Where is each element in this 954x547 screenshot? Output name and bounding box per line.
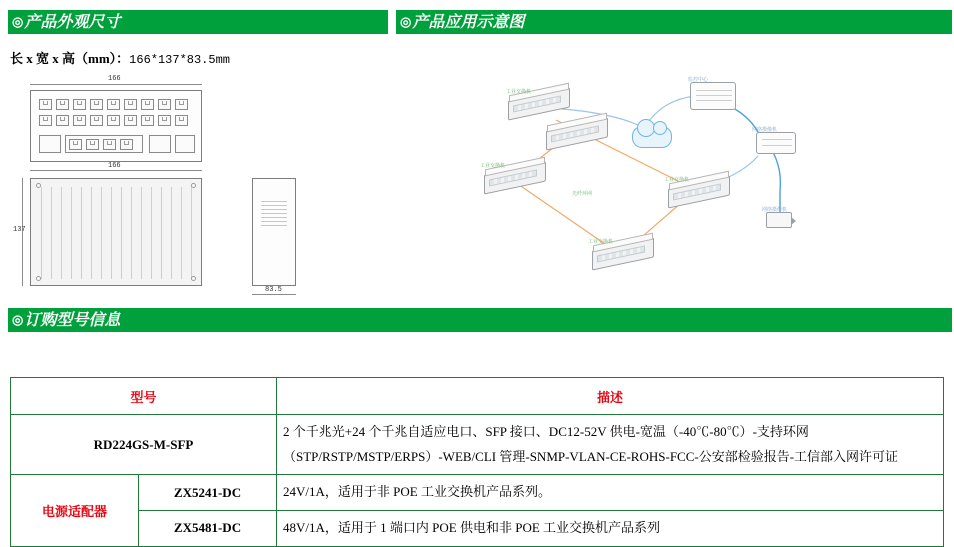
heatsink-fin	[81, 187, 82, 279]
rj45-port	[158, 115, 171, 126]
rj45-port	[103, 139, 116, 150]
cell-model: ZX5241-DC	[139, 475, 277, 511]
heatsink-fin	[171, 187, 172, 279]
rj45-port	[86, 139, 99, 150]
rj45-port	[73, 115, 86, 126]
dimension-label-front-width: 166	[108, 162, 121, 170]
section-title-order: 订购型号信息	[24, 312, 121, 329]
table-header-row	[11, 378, 944, 415]
topology-node-label: 网络摄像机	[762, 207, 788, 213]
table-header-model: 型号	[11, 378, 277, 415]
side-detail-line	[261, 217, 287, 218]
rj45-port	[175, 99, 188, 110]
table-header-description: 描述	[277, 378, 944, 415]
ip-camera-icon	[766, 212, 792, 228]
description-line: 2 个千兆光+24 个千兆自适应电口、SFP 接口、DC12-52V 供电-宽温（-40℃-80℃）-支持环网	[283, 424, 809, 439]
topology-node-label: 工业交换机	[664, 177, 690, 183]
device-line	[696, 95, 732, 96]
heatsink-fin	[41, 187, 42, 279]
cell-model: RD224GS-M-SFP	[11, 415, 277, 475]
application-topology-diagram	[396, 40, 952, 302]
rj45-port	[175, 115, 188, 126]
cell-category: 电源适配器	[11, 475, 139, 546]
topology-ring-label: 光纤环网	[572, 191, 593, 197]
screw-icon	[191, 276, 196, 281]
cell-description: 48V/1A，适用于 1 端口内 POE 供电和非 POE 工业交换机产品系列	[277, 511, 944, 547]
sfp-slot	[149, 135, 171, 153]
table-row	[11, 415, 944, 475]
rj45-port	[124, 115, 137, 126]
rj45-port	[158, 99, 171, 110]
device-front-view	[30, 178, 202, 286]
rj45-port	[73, 99, 86, 110]
rj45-port	[124, 99, 137, 110]
heatsink-fin	[191, 187, 192, 279]
device-line	[762, 145, 792, 146]
rj45-port	[39, 115, 52, 126]
side-detail-line	[261, 209, 287, 210]
heatsink-fin	[61, 187, 62, 279]
side-detail-line	[261, 201, 287, 202]
rj45-port	[141, 115, 154, 126]
heatsink-fin	[121, 187, 122, 279]
screw-icon	[36, 276, 41, 281]
monitoring-center-device	[690, 82, 736, 110]
order-info-table	[10, 377, 944, 547]
topology-node-label: 工业交换机	[506, 89, 532, 95]
heatsink-fin	[111, 187, 112, 279]
dimension-line-top	[30, 84, 202, 85]
rj45-port	[107, 115, 120, 126]
section-title-dimensions: 产品外观尺寸	[24, 14, 121, 31]
heatsink-fin	[71, 187, 72, 279]
device-top-view	[30, 90, 202, 162]
table-row	[11, 511, 944, 547]
screw-icon	[36, 183, 41, 188]
dimension-text	[10, 48, 230, 67]
section-header-order	[8, 308, 952, 332]
dimension-label-depth: 83.5	[265, 286, 282, 294]
rj45-port	[90, 99, 103, 110]
heatsink-fin	[151, 187, 152, 279]
cell-description	[277, 415, 944, 475]
cell-description: 24V/1A，适用于非 POE 工业交换机产品系列。	[277, 475, 944, 511]
heatsink-fin	[181, 187, 182, 279]
device-line	[696, 100, 732, 101]
description-line: （STP/RSTP/MSTP/ERPS）-WEB/CLI 管理-SNMP-VLAN-CE-ROHS-FCC-公安部检验报告-工信部入网许可证	[283, 448, 899, 464]
section-title-application: 产品应用示意图	[412, 14, 525, 31]
table-row	[11, 475, 944, 511]
rj45-port	[120, 139, 133, 150]
topology-node-label: 网络摄像机	[752, 127, 778, 133]
topology-node-label: 监控中心	[688, 77, 709, 83]
rj45-port	[56, 115, 69, 126]
heatsink-fin	[141, 187, 142, 279]
device-side-view	[252, 178, 296, 286]
topology-node-label: 工业交换机	[588, 239, 614, 245]
cell-model: ZX5481-DC	[139, 511, 277, 547]
rj45-port	[107, 99, 120, 110]
bullet-icon: ◎	[12, 14, 24, 29]
rj45-port	[39, 99, 52, 110]
router-device	[756, 132, 796, 154]
side-detail-line	[261, 225, 287, 226]
heatsink-fin	[91, 187, 92, 279]
screw-icon	[191, 183, 196, 188]
device-line	[696, 90, 732, 91]
heatsink-fin	[51, 187, 52, 279]
side-detail-line	[261, 221, 287, 222]
dimension-label-top-width: 166	[108, 75, 121, 83]
dimension-value: 166*137*83.5mm	[129, 53, 230, 67]
bullet-icon: ◎	[12, 312, 24, 327]
mechanical-drawing	[12, 74, 382, 299]
device-line	[762, 139, 792, 140]
power-terminal	[175, 135, 195, 153]
heatsink-fin	[131, 187, 132, 279]
network-cloud-icon	[632, 126, 672, 148]
heatsink-fin	[161, 187, 162, 279]
topology-node-label: 工业交换机	[480, 163, 506, 169]
dimension-label-height: 137	[13, 226, 26, 234]
side-detail-line	[261, 205, 287, 206]
section-header-dimensions	[8, 10, 388, 34]
rj45-port	[56, 99, 69, 110]
sfp-slot	[39, 135, 61, 153]
bullet-icon: ◎	[400, 14, 412, 29]
rj45-port	[69, 139, 82, 150]
dimension-line-front	[30, 170, 202, 171]
section-header-application	[396, 10, 952, 34]
dimension-line-depth	[252, 294, 296, 295]
topology-links	[396, 40, 952, 302]
rj45-port	[90, 115, 103, 126]
heatsink-fin	[101, 187, 102, 279]
dimension-label: 长 x 宽 x 高（mm）：	[10, 51, 130, 66]
rj45-port	[141, 99, 154, 110]
side-detail-line	[261, 213, 287, 214]
